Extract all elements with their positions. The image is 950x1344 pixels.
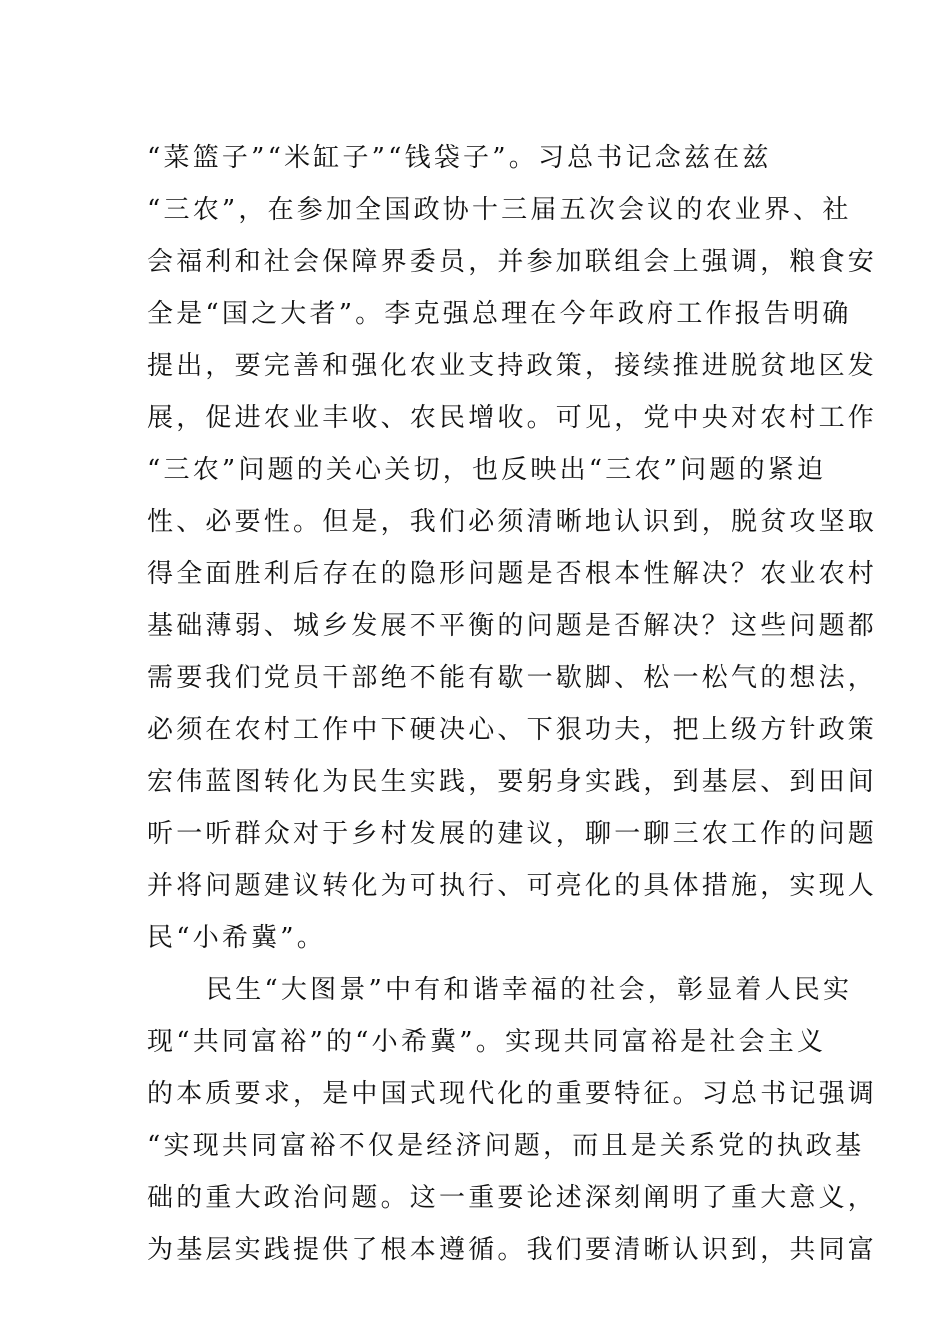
text-line: 全是“国之大者”。李克强总理在今年政府工作报告明确: [147, 299, 852, 329]
text-line: 必须在农村工作中下硬决心、下狠功夫，把上级方针政策: [147, 715, 878, 745]
text-line: 宏伟蓝图转化为民生实践，要躬身实践，到基层、到田间: [147, 767, 878, 797]
paragraph-2: [147, 964, 878, 1276]
text-line: 的本质要求，是中国式现代化的重要特征。习总书记强调: [147, 1079, 878, 1109]
text-line: 民“小希冀”。: [147, 923, 326, 953]
text-line: “三农”，在参加全国政协十三届五次会议的农业界、社: [147, 195, 852, 225]
text-line: 展，促进农业丰收、农民增收。可见，党中央对农村工作: [147, 403, 878, 433]
text-line: 会福利和社会保障界委员，并参加联组会上强调，粮食安: [147, 247, 878, 277]
text-line: 并将问题建议转化为可执行、可亮化的具体措施，实现人: [147, 871, 878, 901]
text-line: “菜篮子”“米缸子”“钱袋子”。习总书记念兹在兹: [147, 143, 772, 173]
text-line: 础的重大政治问题。这一重要论述深刻阐明了重大意义，: [147, 1183, 878, 1213]
text-line: 性、必要性。但是，我们必须清晰地认识到，脱贫攻坚取: [147, 507, 878, 537]
text-line: 基础薄弱、城乡发展不平衡的问题是否解决？这些问题都: [147, 611, 878, 641]
paragraph-1: [147, 132, 878, 964]
text-line-indented: 民生“大图景”中有和谐幸福的社会，彰显着人民实: [206, 975, 853, 1005]
text-line: 现“共同富裕”的“小希冀”。实现共同富裕是社会主义: [147, 1027, 827, 1057]
text-line: “三农”问题的关心关切，也反映出“三农”问题的紧迫: [147, 455, 827, 485]
text-line: 得全面胜利后存在的隐形问题是否根本性解决？农业农村: [147, 559, 878, 589]
text-line: “实现共同富裕不仅是经济问题，而且是关系党的执政基: [147, 1131, 865, 1161]
text-line: 为基层实践提供了根本遵循。我们要清晰认识到，共同富: [147, 1235, 878, 1265]
text-line: 听一听群众对于乡村发展的建议，聊一聊三农工作的问题: [147, 819, 878, 849]
text-line: 需要我们党员干部绝不能有歇一歇脚、松一松气的想法，: [147, 663, 878, 693]
text-line: 提出，要完善和强化农业支持政策，接续推进脱贫地区发: [147, 351, 878, 381]
